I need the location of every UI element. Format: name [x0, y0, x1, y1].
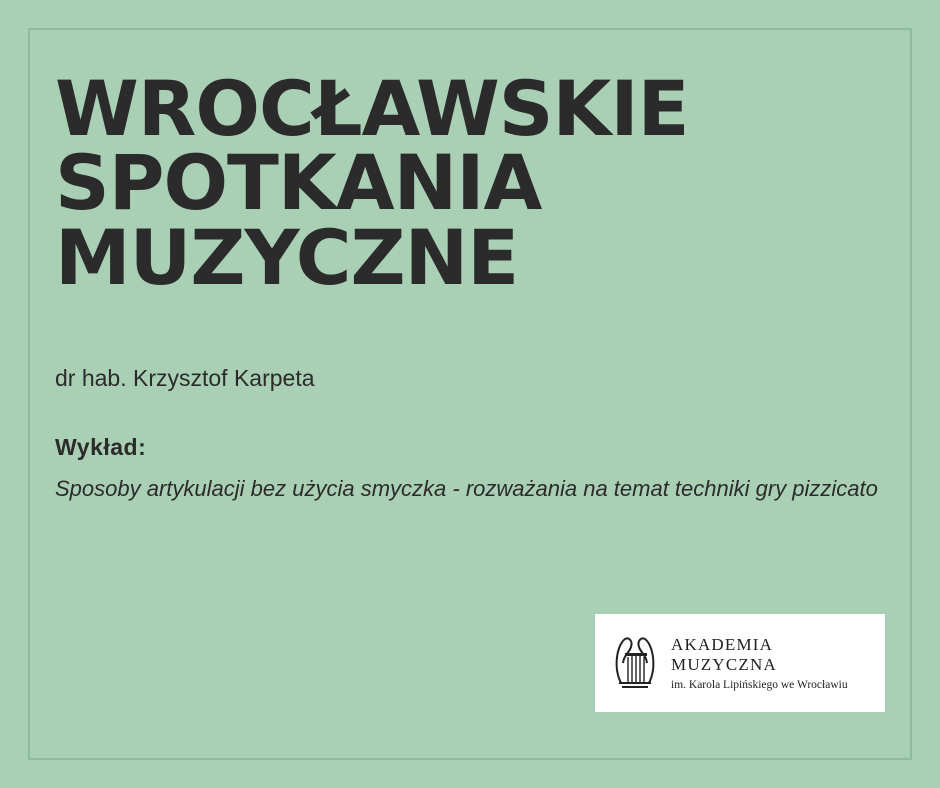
title-line-3: MUZYCZNE: [55, 212, 519, 302]
lecture-label: Wykład:: [55, 434, 147, 461]
lyre-icon: [609, 631, 661, 695]
poster-content: [55, 64, 885, 748]
page-title: [55, 64, 885, 302]
academy-name: AKADEMIA MUZYCZNA: [671, 635, 777, 674]
academy-logo: [595, 614, 885, 712]
title-line-1: WROCŁAWSKIE: [55, 64, 689, 153]
title-line-2: SPOTKANIA: [55, 138, 542, 228]
author-name: dr hab. Krzysztof Karpeta: [55, 365, 315, 392]
academy-logo-text: [671, 635, 871, 691]
academy-subtitle: im. Karola Lipińskiego we Wrocławiu: [671, 679, 848, 691]
lecture-title: Sposoby artykulacji bez użycia smyczka - rozważania na temat techniki gry pizzicato: [55, 476, 878, 502]
